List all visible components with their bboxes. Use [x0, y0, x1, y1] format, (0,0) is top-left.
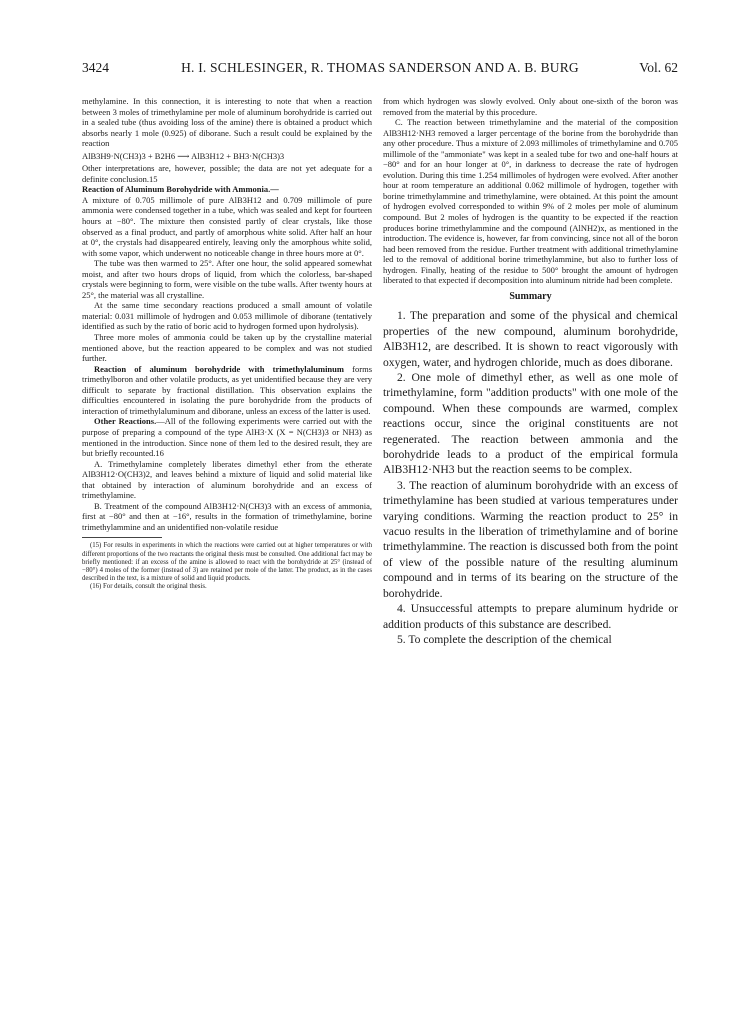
summary-item: 2. One mole of dimethyl ether, as well as one mole of trimethylamine, form "addition products" with one mole of the compound. When these compounds are warmed, complex reactions occur, since the original constituents are not regenerated. The reaction between ammonia and the borohydride leads to a product of the empirical formula AlB3H12·NH3 but the reaction seems to be complex. — [383, 371, 678, 477]
inline-heading: Other Reactions. — [94, 416, 157, 427]
paragraph: At the same time secondary reactions produced a small amount of volatile material: 0.031 millimole of hydrogen and 0.053 millimole of diborane (tentatively identified as such by the ratio of boric acid to hydrogen formed upon hydrolysis). — [82, 300, 372, 332]
running-header — [82, 60, 678, 76]
equation: AlB3H9·N(CH3)3 + B2H6 ⟶ AlB3H12 + BH3·N(CH3)3 — [82, 150, 285, 161]
paragraph-other-reactions — [82, 416, 372, 458]
footnote-divider — [82, 537, 162, 538]
heading-text: Reaction of Aluminum Borohydride with Ammonia.— — [82, 184, 279, 195]
paragraph: A. Trimethylamine completely liberates dimethyl ether from the etherate AlB3H12·O(CH3)2, and leaves behind a mixture of liquid and solid material like that obtained by interaction of aluminum borohydride and an excess of trimethylamine. — [82, 458, 372, 501]
paragraph-trimethylaluminum — [82, 364, 372, 417]
left-column — [82, 96, 372, 592]
paragraph: A mixture of 0.705 millimole of pure AlB3H12 and 0.709 millimole of pure ammonia were condensed together in a tube, which was sealed and kept for fourteen hours at −80°. The mixture then consisted partly of clear crystals, like those observed as a final product, and partly of amorphous white solid. After half an hour at 0°, the crystals had disappeared entirely, leaving only the amorphous white solid, with some vapor, which underwent no noticeable change in three hours more at 0°. — [82, 194, 372, 258]
paragraph: C. The reaction between trimethylamine and the material of the composition AlB3H12·NH3 removed a larger percentage of the borine from the borohydride than any other procedure. Thus a mixture of 2.093 millimoles of trimethylamine and 0.705 millimole of the "ammoniate" was kept in a sealed tube for two and one-half hours at −80° and for an hour longer at 0°, in darkness to decrease the rate of hydrogen evolution. During this time 1.254 millimoles of hydrogen were evolved. After another hour at room temperature an additional 0.062 millimole of hydrogen, together with borine trimethylammine and trimethylamine, were obtained. At this point the amount of hydrogen evolved corresponded to within 9% of 2 moles per mole of aluminum compound. But 2 moles of hydrogen is the quantity to be expected if the reaction produces borine trimethylammine and the compound (AlNH2)x, as mentioned in the introduction. The evidence is, however, far from convincing, since not all of the boron had been removed from the residue. Further treatment with additional trimethylamine led to the removal of additional borine trimethylammine, but also to further loss of hydrogen. Finally, heating of the residue to 500° brought the amount of hydrogen liberated to that expected if decomposition into aluminum nitride had been complete. — [383, 117, 678, 286]
running-authors: H. I. SCHLESINGER, R. THOMAS SANDERSON AND A. B. BURG — [181, 60, 579, 75]
summary — [383, 308, 678, 647]
paragraph: methylamine. In this connection, it is interesting to note that when a reaction between 3 moles of trimethylamine per mole of aluminum borohydride is carried out in a sealed tube (thus avoiding loss of the amine) there is obtained a product which absorbs nearly 1 mole (0.925) of diborane. Such a result could be explained by the reaction — [82, 96, 372, 149]
right-column — [383, 96, 678, 647]
paragraph: from which hydrogen was slowly evolved. Only about one-sixth of the boron was removed from the material by this procedure. — [383, 96, 678, 117]
inline-heading: Reaction of aluminum borohydride with trimethylaluminum — [94, 363, 344, 374]
footnote-15: (15) For results in experiments in which the reactions were carried out at higher temperatures or with different proportions of the two reactants the original thesis must be consulted. One additional fact may be briefly mentioned: if an excess of the amine is allowed to react with the borohydride at 25° (instead of −80°) 4 moles of the former (instead of 3) are retained per mole of the latter. The product, as in the cases described in the text, is a mixture of solid and liquid products. — [82, 542, 372, 583]
volume-number: Vol. 62 — [639, 60, 678, 75]
paragraph: B. Treatment of the compound AlB3H12·N(CH3)3 with an excess of ammonia, first at −80° and then at −16°, results in the formation of trimethylamine, borine trimethylammine and an unidentified non-volatile residue — [82, 500, 372, 532]
summary-item: 3. The reaction of aluminum borohydride with an excess of trimethylamine has been studied at various temperatures under varying conditions. Warming the reaction product to 25° in vacuo results in the liberation of trimethylamine and of borine trimethylammine. The reaction is discussed both from the point of view of the possible nature of the resulting aluminum compound and in terms of its bearing on the structure of the borohydride. — [383, 478, 678, 600]
footnote-16: (16) For details, consult the original thesis. — [90, 583, 207, 591]
page-number: 3424 — [82, 60, 109, 75]
section-heading-ammonia — [82, 184, 372, 195]
footnotes — [82, 542, 372, 591]
paragraph: Other interpretations are, however, possible; the data are not yet adequate for a definite conclusion.15 — [82, 163, 372, 184]
summary-item: 1. The preparation and some of the physical and chemical properties of the new compound, aluminum borohydride, AlB3H12, are described. It is shown to react vigorously with oxygen, water, and hydrogen chloride, much as does diborane. — [383, 309, 678, 369]
summary-item: 4. Unsuccessful attempts to prepare aluminum hydride or addition products of this substance are described. — [383, 602, 678, 631]
paragraph: The tube was then warmed to 25°. After one hour, the solid appeared somewhat moist, and after two hours drops of liquid, from which the colorless, bar-shaped crystals were beginning to form, were visible on the tube walls. After twenty hours at 25°, the material was all crystalline. — [82, 258, 372, 300]
paragraph-text: forms trimethylboron and other volatile products, as yet unidentified because they are very difficult to separate by fractional distillation. This observation explains the difficulties encountered in isolating the pure borohydride from the products of interaction of trimethylaluminum and diborane, unless an excess of the latter is used. — [82, 363, 372, 416]
paragraph: Three more moles of ammonia could be taken up by the crystalline material mentioned above, but the reaction appeared to be complex and was not studied further. — [82, 332, 372, 364]
paragraph-text: —All of the following experiments were carried out with the purpose of preparing a compound of the type AlH3·X (X = N(CH3)3 or NH3) as mentioned in the introduction. Since none of them led to the desired result, they are but briefly recounted.16 — [82, 416, 372, 459]
summary-heading: Summary — [509, 290, 552, 302]
summary-item: 5. To complete the description of the chemical — [397, 632, 612, 646]
